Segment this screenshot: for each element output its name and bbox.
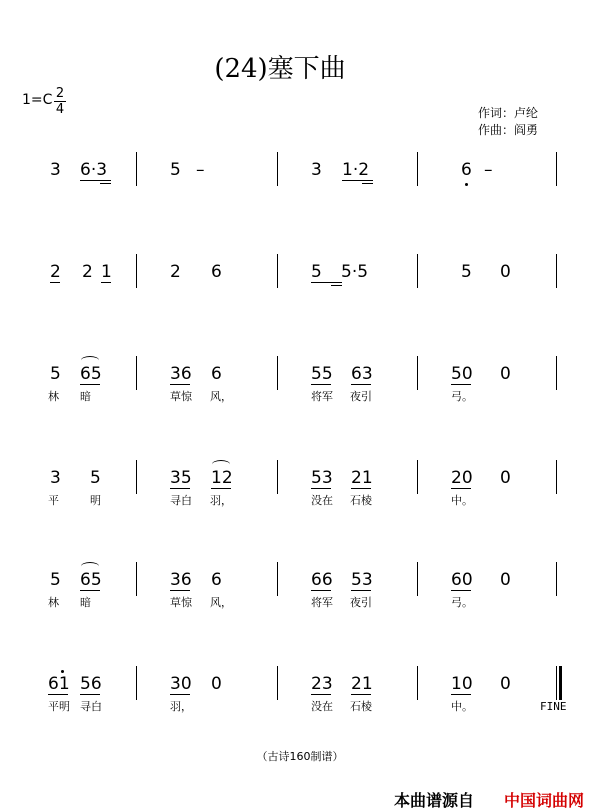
bar-line [417,562,418,596]
note: 23 [311,674,333,694]
bar-line [417,254,418,288]
note: 5 [461,262,472,282]
bar-line [417,666,418,700]
song-title: (24)塞下曲 [214,54,346,84]
note: 6 [211,262,222,282]
note: 2 [50,262,61,282]
lyric: 林 [48,390,59,403]
bar-line [277,460,278,494]
bar-line [556,562,557,596]
eighth-beam [351,694,371,695]
bar-line [417,460,418,494]
low-octave-dot [465,183,468,186]
eighth-beam [170,488,190,489]
eighth-beam [80,590,100,591]
note: 50 [451,364,473,384]
note: 21 [351,468,373,488]
bar-line [417,356,418,390]
eighth-beam [311,282,342,283]
lyric: 暗 [80,596,91,609]
note: 65 [80,570,102,590]
note: 35 [170,468,192,488]
eighth-beam [451,384,471,385]
bar-line [277,254,278,288]
bar-line [136,356,137,390]
note: 55 [311,364,333,384]
lyric: 中。 [451,700,473,713]
note: 66 [311,570,333,590]
note: 5 [170,160,181,180]
lyric: 风， [210,596,232,609]
lyric: 石棱 [350,494,372,507]
eighth-beam [351,590,371,591]
note: – [196,160,205,180]
bar-line [136,666,137,700]
eighth-beam [170,384,190,385]
lyric: 寻白 [80,700,102,713]
lyric: 中。 [451,494,473,507]
lyric: 弓。 [451,390,473,403]
note: – [484,160,493,180]
note: 6 [211,570,222,590]
source-label: 本曲谱源自 [394,791,475,810]
bar-line [277,152,278,186]
sixteenth-beam [331,285,341,286]
time-signature-bottom: 4 [55,102,65,117]
lyric: 暗 [80,390,91,403]
note: 1 [101,262,112,282]
eighth-beam [80,180,111,181]
note: 6·3 [80,160,108,180]
eighth-beam [170,694,190,695]
note: 20 [451,468,473,488]
arranger-footer: （古诗160制谱） [256,750,344,763]
note: 0 [500,674,511,694]
key-signature: 1=C [22,92,53,108]
composer-credit: 作曲：阎勇 [478,123,539,137]
lyricist-credit: 作词：卢纶 [478,106,539,120]
eighth-beam [101,282,111,283]
note: 2 [170,262,181,282]
note: 1·2 [342,160,370,180]
note: 56 [80,674,102,694]
bar-line [556,460,557,494]
bar-line [136,460,137,494]
note: 60 [451,570,473,590]
note: 3 [311,160,322,180]
eighth-beam [311,590,331,591]
lyric: 平明 [48,700,70,713]
lyric: 将军 [311,390,333,403]
lyric: 弓。 [451,596,473,609]
note: 30 [170,674,192,694]
note: 12 [211,468,233,488]
high-octave-dot [61,670,64,673]
note: 65 [80,364,102,384]
note: 0 [500,262,511,282]
bar-line [556,356,557,390]
eighth-beam [48,694,68,695]
sixteenth-beam [100,183,110,184]
lyric: 明 [90,494,101,507]
time-signature-top: 2 [55,86,65,101]
eighth-beam [351,488,371,489]
slur-arc [81,356,99,365]
note: 0 [500,468,511,488]
note: 5 [90,468,101,488]
note: 2 [82,262,93,282]
note: 10 [451,674,473,694]
note: 0 [211,674,222,694]
note: 0 [500,364,511,384]
note: 36 [170,364,192,384]
note: 5 [50,364,61,384]
lyric: 草惊 [170,390,192,403]
eighth-beam [451,694,471,695]
eighth-beam [80,384,100,385]
bar-line [277,562,278,596]
lyric: 草惊 [170,596,192,609]
slur-arc [81,562,99,571]
bar-line [556,152,557,186]
lyric: 石棱 [350,700,372,713]
note: 21 [351,674,373,694]
note: 0 [500,570,511,590]
note: 6 [461,160,472,180]
lyric: 夜引 [350,390,372,403]
lyric: 平 [48,494,59,507]
bar-line [136,254,137,288]
eighth-beam [211,488,231,489]
lyric: 林 [48,596,59,609]
final-thick-bar [559,666,562,700]
eighth-beam [342,180,373,181]
note: 6 [211,364,222,384]
lyric: 寻白 [170,494,192,507]
note: 53 [311,468,333,488]
note: 5·5 [341,262,369,282]
lyric: 将军 [311,596,333,609]
note: 63 [351,364,373,384]
note: 3 [50,160,61,180]
eighth-beam [170,590,190,591]
fine-mark: FINE [540,700,567,713]
eighth-beam [311,488,331,489]
bar-line [136,562,137,596]
lyric: 夜引 [350,596,372,609]
note: 3 [50,468,61,488]
lyric: 风， [210,390,232,403]
note: 5 [311,262,322,282]
final-thin-bar [556,666,557,700]
note: 53 [351,570,373,590]
lyric: 羽， [210,494,232,507]
bar-line [417,152,418,186]
sixteenth-beam [362,183,372,184]
eighth-beam [50,282,60,283]
eighth-beam [311,384,331,385]
note: 61 [48,674,70,694]
lyric: 没在 [311,700,333,713]
site-name: 中国词曲网 [504,791,585,810]
eighth-beam [311,694,331,695]
bar-line [277,356,278,390]
eighth-beam [351,384,371,385]
eighth-beam [451,488,471,489]
note: 5 [50,570,61,590]
eighth-beam [80,694,100,695]
bar-line [556,254,557,288]
lyric: 羽， [170,700,192,713]
slur-arc [212,460,230,469]
time-signature [54,86,66,117]
lyric: 没在 [311,494,333,507]
bar-line [136,152,137,186]
eighth-beam [451,590,471,591]
bar-line [277,666,278,700]
note: 36 [170,570,192,590]
